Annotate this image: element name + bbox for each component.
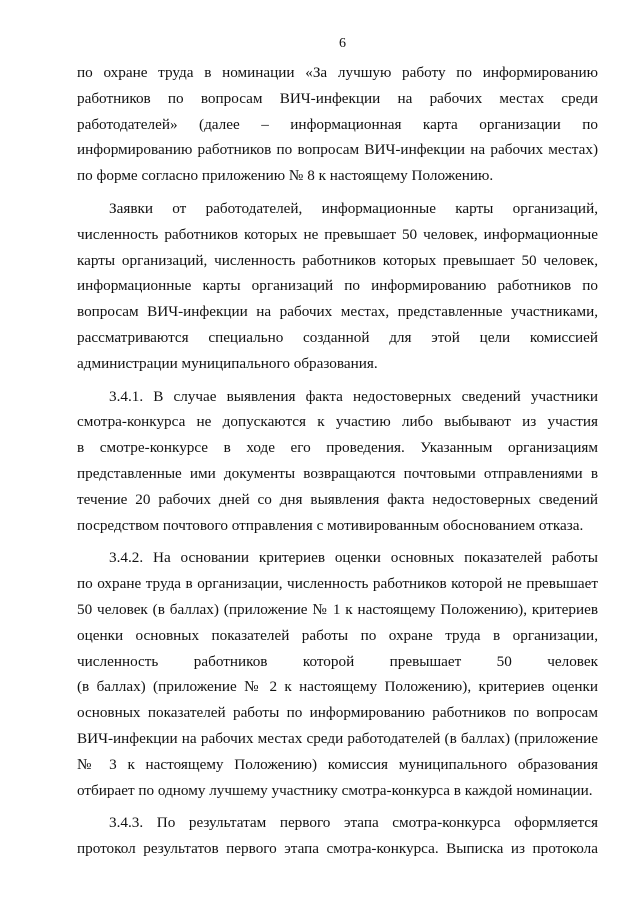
text-line: (в баллах) (приложение № 2 к настоящему Положению), критериев оценки bbox=[77, 678, 598, 696]
text-line: 3.4.2. На основании критериев оценки основных показателей работы bbox=[109, 549, 598, 567]
text-line: 3.4.3. По результатам первого этапа смотра-конкурса оформляется bbox=[109, 814, 598, 832]
text-line: работодателей» (далее – информационная карта организации по bbox=[77, 115, 598, 133]
text-line: № 3 к настоящему Положению) комиссия муниципального образования bbox=[77, 755, 598, 773]
text-line: численность работников которых не превышает 50 человек, информационные bbox=[77, 225, 598, 243]
text-line: представленные ими документы возвращаются почтовыми отправлениями в bbox=[77, 464, 598, 482]
text-line: администрации муниципального образования. bbox=[77, 354, 378, 372]
text-line: численность работников которой превышает 50 человек bbox=[77, 652, 598, 670]
text-line: работников по вопросам ВИЧ-инфекции на рабочих местах среди bbox=[77, 89, 598, 107]
paragraph-3-4-2 bbox=[77, 545, 598, 803]
text-line: основных показателей работы по информированию работников по вопросам bbox=[77, 704, 598, 722]
paragraph-3-4-1 bbox=[77, 384, 598, 539]
text-line: карты организаций, численность работников которых превышает 50 человек, bbox=[77, 251, 598, 269]
text-line: по охране труда в организации, численность работников которой не превышает bbox=[77, 575, 598, 593]
text-line: 3.4.1. В случае выявления факта недостоверных сведений участники bbox=[109, 387, 598, 405]
text-line: смотра-конкурса не допускаются к участию либо выбывают из участия bbox=[77, 413, 598, 431]
text-line: 50 человек (в баллах) (приложение № 1 к настоящему Положению), критериев bbox=[77, 600, 598, 618]
text-line: течение 20 рабочих дней со дня выявления факта недостоверных сведений bbox=[77, 490, 598, 508]
text-line: в смотре-конкурсе в ходе его проведения. Указанным организациям bbox=[77, 439, 598, 457]
text-line: ВИЧ-инфекции на рабочих местах среди работодателей (в баллах) (приложение bbox=[77, 729, 598, 747]
text-line: оценки основных показателей работы по охране труда в организации, bbox=[77, 626, 598, 644]
text-line: по форме согласно приложению № 8 к настоящему Положению. bbox=[77, 167, 494, 185]
text-line: Заявки от работодателей, информационные карты организаций, bbox=[109, 199, 598, 217]
paragraph-3-4-3 bbox=[77, 810, 598, 862]
paragraph-continuation bbox=[77, 60, 598, 189]
text-line: по охране труда в номинации «За лучшую работу по информированию bbox=[77, 64, 598, 81]
text-line: информированию работников по вопросам ВИЧ-инфекции на рабочих местах) bbox=[77, 141, 598, 159]
text-line: рассматриваются специально созданной для этой цели комиссией bbox=[77, 328, 598, 346]
text-line: информационные карты организаций по информированию работников по bbox=[77, 277, 598, 295]
page-number: 6 bbox=[339, 36, 346, 51]
text-line: протокол результатов первого этапа смотра-конкурса. Выписка из протокола bbox=[77, 840, 598, 858]
text-line: отбирает по одному лучшему участнику смотра-конкурса в каждой номинации. bbox=[77, 781, 593, 799]
text-line: вопросам ВИЧ-инфекции на рабочих местах, представленные участниками, bbox=[77, 303, 598, 321]
paragraph-applications bbox=[77, 196, 598, 377]
text-line: посредством почтового отправления с мотивированным обоснованием отказа. bbox=[77, 516, 584, 534]
